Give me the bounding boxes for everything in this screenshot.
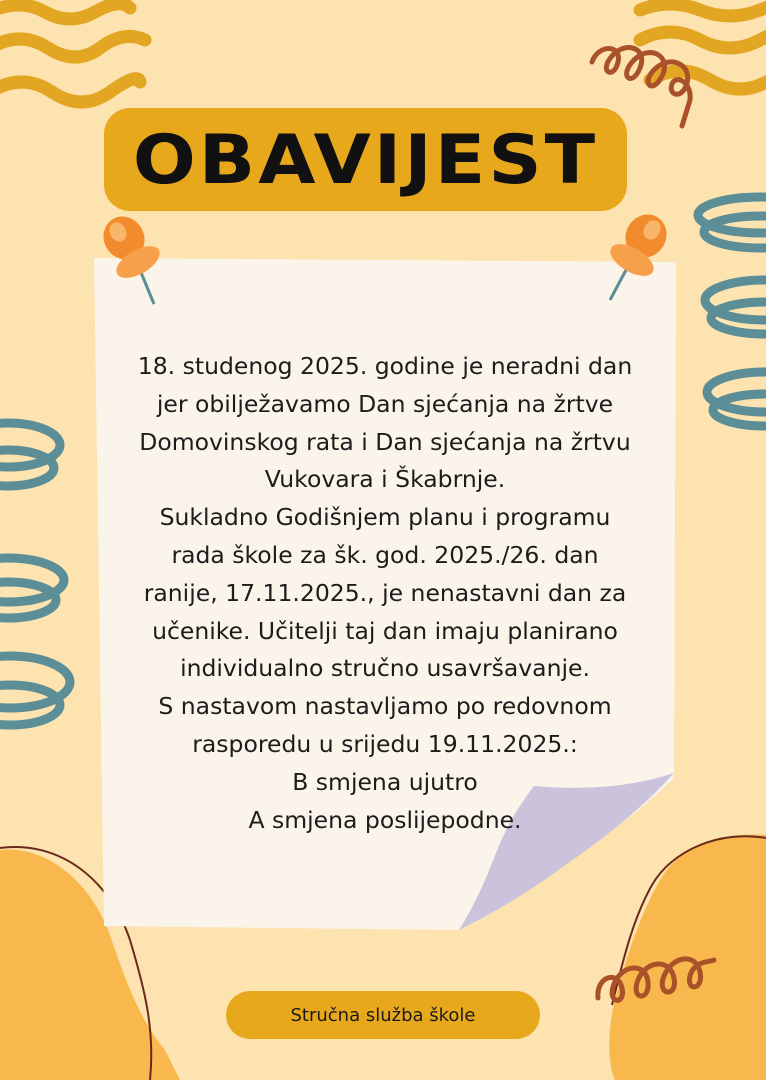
page-title: OBAVIJEST xyxy=(132,119,599,200)
notice-line: A smjena poslijepodne. xyxy=(248,805,522,834)
notice-line: S nastavom nastavljamo po redovnom xyxy=(158,692,612,721)
notice-line: Sukladno Godišnjem planu i programu xyxy=(159,503,611,532)
pushpin-icon xyxy=(96,209,165,304)
notice-line: Domovinskog rata i Dan sjećanja na žrtvu xyxy=(139,427,631,456)
notice-line: rada škole za šk. god. 2025./26. dan xyxy=(171,540,599,569)
notice-line: rasporedu u srijedu 19.11.2025.: xyxy=(192,729,578,758)
notice-line: individualno stručno usavršavanje. xyxy=(180,654,590,683)
notice-line: učenike. Učitelji taj dan imaju planirano xyxy=(152,616,618,645)
notice-line: ranije, 17.11.2025., je nenastavni dan za xyxy=(143,578,627,607)
notice-line: Vukovara i Škabrnje. xyxy=(264,465,506,494)
footer-label: Stručna služba škole xyxy=(290,1004,476,1026)
notice-line: jer obilježavamo Dan sjećanja na žrtve xyxy=(156,389,614,418)
notice-line: 18. studenog 2025. godine je neradni dan xyxy=(137,352,633,380)
footer-badge xyxy=(226,991,540,1039)
notice-line: B smjena ujutro xyxy=(292,767,478,796)
pushpin-icon xyxy=(605,207,674,300)
